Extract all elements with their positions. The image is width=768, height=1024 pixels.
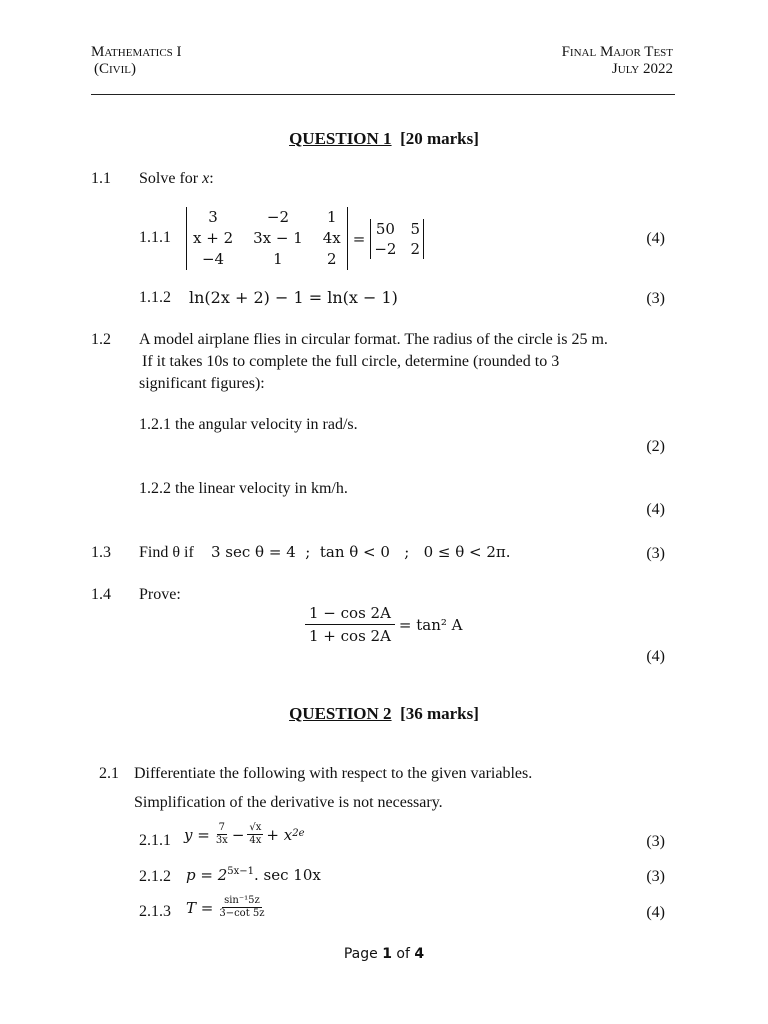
page-indicator — [0, 946, 768, 962]
matrix-cell: −4 — [201, 250, 225, 268]
exponent: 2e — [292, 828, 305, 839]
q2-1-2-number: 2.1.2 — [139, 868, 171, 885]
q2-1-line2: Simplification of the derivative is not necessary. — [134, 794, 443, 811]
question-1-title: QUESTION 1 — [289, 129, 392, 148]
q2-1-1-number: 2.1.1 — [139, 832, 171, 849]
matrix-cell: 1 — [327, 208, 337, 226]
matrix-cell: 4x — [322, 229, 341, 247]
q1-1-2-marks: (3) — [646, 290, 665, 307]
q1-1-1-number: 1.1.1 — [139, 229, 171, 246]
fraction-numerator: 1 − cos 2A — [305, 604, 395, 625]
q1-1-prompt: Solve for — [139, 170, 199, 187]
determinant-2x2 — [370, 219, 424, 259]
term-fraction-1 — [214, 822, 230, 847]
quotient-fraction — [217, 895, 266, 920]
page-word: Page — [343, 946, 378, 962]
matrix-cell: 1 — [273, 250, 283, 268]
q2-1-number: 2.1 — [99, 765, 119, 782]
q1-4-identity — [305, 604, 463, 645]
matrix-cell: −2 — [374, 239, 397, 258]
fraction-denominator: 1 + cos 2A — [309, 627, 391, 645]
matrix-cell: x + 2 — [193, 229, 234, 247]
q1-2-1-marks: (2) — [646, 438, 665, 455]
identity-fraction — [305, 604, 395, 645]
q1-4-number: 1.4 — [91, 586, 111, 603]
lhs: p = 2 — [186, 866, 228, 884]
test-title: Final Major Test — [561, 44, 673, 60]
q2-1-3-marks: (4) — [646, 904, 665, 921]
q1-3-marks: (3) — [646, 545, 665, 562]
q1-3-number: 1.3 — [91, 544, 111, 561]
q2-1-1-equation — [184, 822, 305, 847]
q1-3-prompt: Find θ if — [139, 544, 194, 561]
fraction-denominator: 4x — [249, 835, 262, 846]
q1-1-2-equation: ln(2x + 2) − 1 = ln(x − 1) — [189, 288, 398, 307]
q1-1-1-equation — [186, 207, 424, 270]
page-total: 4 — [414, 946, 425, 962]
matrix-cell: 3 — [208, 208, 218, 226]
fraction-numerator: 7 — [218, 822, 225, 833]
q1-3-equation: 3 sec θ = 4 ; tan θ < 0 ; 0 ≤ θ < 2π. — [211, 543, 511, 561]
q1-1-colon: : — [209, 170, 214, 187]
q2-1-1-marks: (3) — [646, 833, 665, 850]
q1-1-variable: x — [202, 170, 210, 187]
question-2-title: QUESTION 2 — [289, 704, 392, 723]
fraction-numerator: sin⁻¹5z — [224, 895, 260, 906]
of-word: of — [396, 946, 410, 962]
test-date: July 2022 — [611, 61, 673, 77]
header-divider — [91, 94, 675, 95]
determinant-3x3 — [186, 207, 348, 270]
power-term: + x — [266, 825, 293, 844]
q1-2-2-marks: (4) — [646, 501, 665, 518]
exponent: 5x−1 — [227, 866, 254, 877]
q1-2-line2: If it takes 10s to complete the full circle, determine (rounded to 3 — [142, 353, 560, 370]
course-title: Mathematics I — [91, 44, 182, 60]
q2-1-3-equation — [186, 895, 267, 920]
matrix-cell: 2 — [410, 239, 421, 258]
q2-1-line1: Differentiate the following with respect to the given variables. — [134, 765, 533, 782]
fraction-denominator: 3−cot 5z — [219, 908, 265, 919]
fraction-numerator: √x — [249, 822, 262, 833]
q2-1-3-number: 2.1.3 — [139, 903, 171, 920]
q1-1-number: 1.1 — [91, 170, 111, 187]
q1-2-2-text: 1.2.2 the linear velocity in km/h. — [139, 480, 348, 497]
matrix-cell: 3x − 1 — [253, 229, 303, 247]
q1-4-prompt: Prove: — [139, 586, 181, 603]
q1-1-2-number: 1.1.2 — [139, 289, 171, 306]
matrix-cell: −2 — [266, 208, 289, 226]
q1-4-marks: (4) — [646, 648, 665, 665]
matrix-cell: 2 — [327, 250, 337, 268]
question-1-marks: [20 marks] — [400, 129, 479, 148]
matrix-cell: 5 — [410, 219, 421, 238]
q1-2-number: 1.2 — [91, 331, 111, 348]
q1-2-1-text: 1.2.1 the angular velocity in rad/s. — [139, 416, 358, 433]
matrix-cell: 50 — [375, 219, 395, 238]
minus-sign: − — [231, 825, 245, 844]
q1-1-text — [139, 170, 214, 188]
question-1-heading — [0, 129, 768, 149]
q1-2-line1: A model airplane flies in circular format. The radius of the circle is 25 m. — [139, 331, 608, 348]
course-subtitle: (Civil) — [94, 61, 136, 77]
question-2-marks: [36 marks] — [400, 704, 479, 723]
q2-1-2-equation — [186, 866, 321, 884]
lhs: y = — [184, 825, 210, 844]
term-fraction-2 — [247, 822, 263, 847]
equals-sign: = — [352, 229, 366, 248]
q2-1-2-marks: (3) — [646, 868, 665, 885]
question-2-heading — [0, 704, 768, 724]
q1-1-1-marks: (4) — [646, 230, 665, 247]
identity-rhs: = tan² A — [398, 615, 463, 634]
page-number: 1 — [382, 946, 392, 962]
q1-2-line3: significant figures): — [139, 375, 265, 392]
fraction-denominator: 3x — [215, 835, 228, 846]
lhs: T = — [186, 898, 214, 917]
secant-term: . sec 10x — [254, 866, 321, 884]
